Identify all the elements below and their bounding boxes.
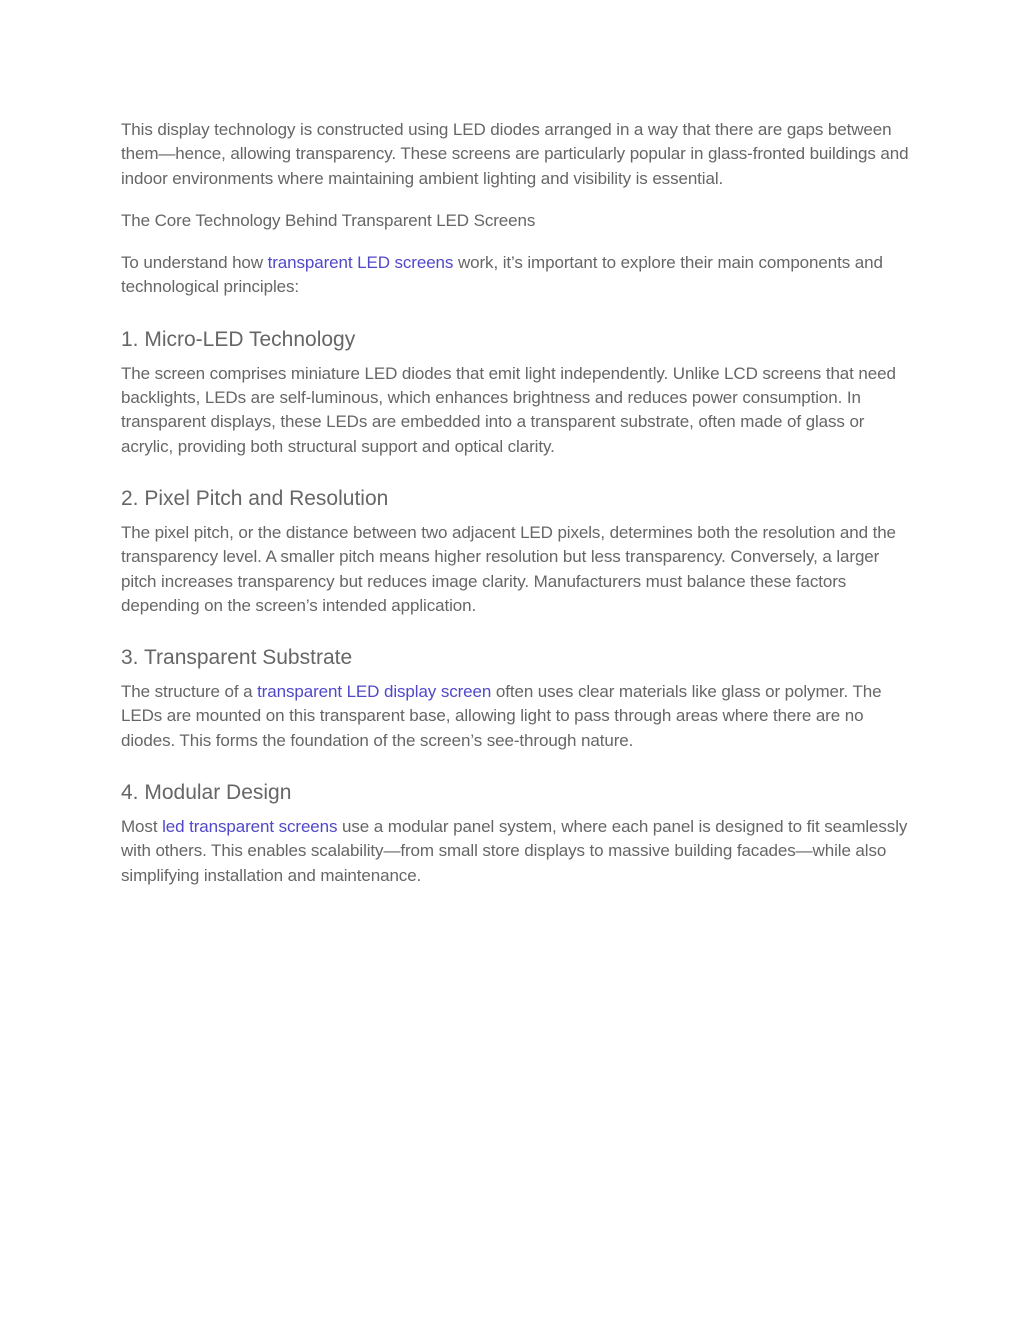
section-paragraph [121,680,911,753]
section-paragraph [121,815,911,888]
section-heading: 4. Modular Design [121,781,292,805]
section-transparent-substrate [121,644,911,753]
section-text-before: Most [121,817,163,837]
section-paragraph: The screen comprises miniature LED diodes that emit light independently. Unlike LCD screens that need backlights, LEDs are self-luminous, which enhances brightness and reduces power consumption. In transparent displays, these LEDs are embedded into a transparent substrate, often made of glass or acrylic, providing both structural support and optical clarity. [121,363,896,456]
transparent-led-display-screen-link[interactable]: transparent LED display screen [257,682,492,702]
document-page [121,118,911,914]
section-text-after: use a modular panel system, where each panel is designed to fit seamlessly with others. This enables scalability—from small store displays to massive building facades—while also simplifying installation and maintenance. [121,817,908,885]
led-transparent-screens-link[interactable]: led transparent screens [162,817,338,837]
section-modular-design [121,779,911,888]
section-pixel-pitch [121,485,911,618]
section-paragraph: The pixel pitch, or the distance between two adjacent LED pixels, determines both the resolution and the transparency level. A smaller pitch means higher resolution but less transparency. Conversely, a larger pitch increases transparency but reduces image clarity. Manufacturers must balance these factors depending on the screen’s intended application. [121,522,896,615]
transparent-led-screens-link[interactable]: transparent LED screens [267,253,454,273]
section-heading: 2. Pixel Pitch and Resolution [121,486,389,510]
section-text-before: The structure of a [121,682,258,702]
section-text-after: often uses clear materials like glass or polymer. The LEDs are mounted on this transparent base, allowing light to pass through areas where there are no diodes. This forms the foundation of the screen’s see-through nature. [121,682,882,750]
lead-text-before: To understand how [121,253,268,273]
section-micro-led [121,326,911,459]
lead-text-after: work, it’s important to explore their main components and technological principles: [121,253,883,297]
section-heading: 3. Transparent Substrate [121,646,353,670]
lead-paragraph [121,251,911,300]
intro-paragraph: This display technology is constructed using LED diodes arranged in a way that there are gaps between them—hence, allowing transparency. These screens are particularly popular in glass-fronted buildings and indoor environments where maintaining ambient lighting and visibility is essential. [121,120,909,188]
core-technology-heading: The Core Technology Behind Transparent LED Screens [121,210,536,230]
section-heading: 1. Micro-LED Technology [121,327,356,351]
